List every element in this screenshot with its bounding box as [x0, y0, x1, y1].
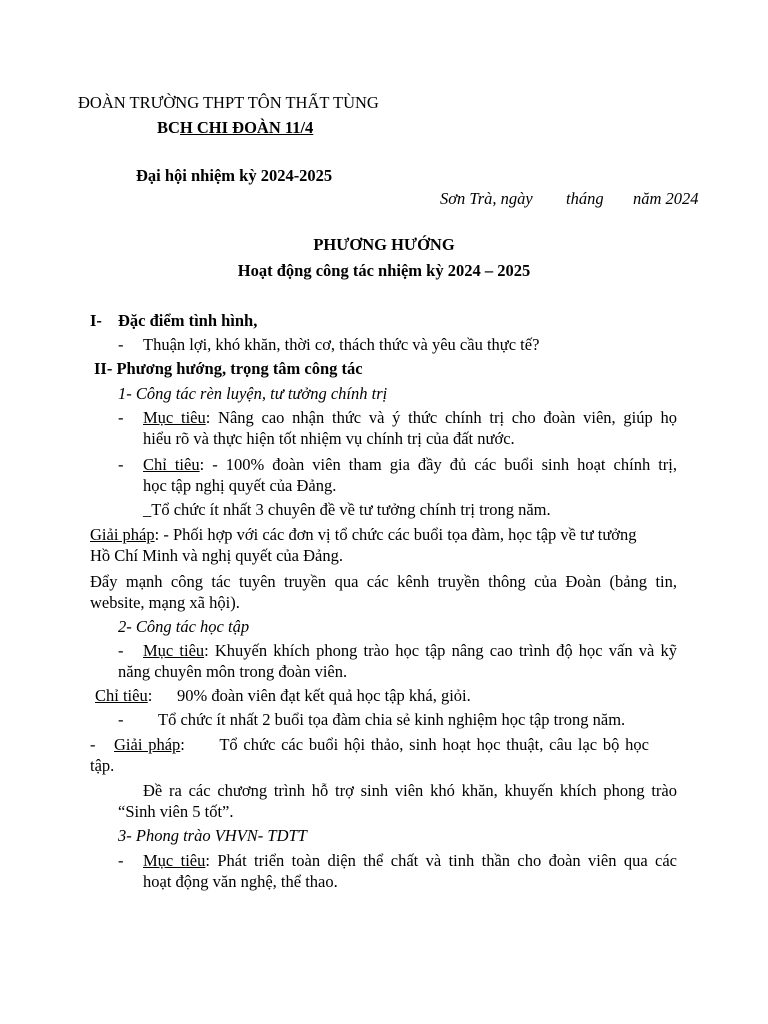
- s3-goal-line-1: [143, 851, 677, 871]
- s1-goal-line-1: [143, 408, 677, 428]
- s1-goal-label: Mục tiêu: [143, 408, 206, 427]
- subsection-3-title: 3- Phong trào VHVN- TDTT: [118, 826, 307, 845]
- s2-solution-text-1: : Tổ chức các buổi hội thảo, sinh hoạt học thuật, câu lạc bộ học: [180, 735, 649, 754]
- bullet-dash: -: [118, 641, 124, 660]
- s1-indicator-line-3: _Tổ chức ít nhất 3 chuyên đề về tư tưởng chính trị trong năm.: [143, 500, 551, 519]
- doc-title: PHƯƠNG HƯỚNG: [313, 235, 455, 254]
- s2-indicator-line-1: [95, 686, 471, 706]
- bullet-dash: -: [118, 455, 124, 474]
- s3-goal-label: Mục tiêu: [143, 851, 206, 870]
- bullet-dash: -: [118, 408, 124, 427]
- school-name: ĐOÀN TRƯỜNG THPT TÔN THẤT TÙNG: [78, 93, 379, 112]
- s2-solution-label: Giải pháp: [114, 735, 181, 754]
- s2-solution-line-3: Đề ra các chương trình hỗ trợ sinh viên khó khăn, khuyến khích phong trào: [143, 781, 677, 800]
- s2-solution-line-1: [114, 735, 649, 755]
- section-1-bullet: Thuận lợi, khó khăn, thời cơ, thách thức và yêu cầu thực tế?: [143, 335, 540, 354]
- s2-indicator-label: Chỉ tiêu: [95, 686, 148, 705]
- branch-name-rest: H CHI ĐOÀN 11/4: [179, 118, 314, 137]
- s2-goal-line-1: [143, 641, 677, 661]
- s2-solution-line-2: tập.: [90, 756, 115, 775]
- s1-goal-text-1: : Nâng cao nhận thức và ý thức chính trị cho đoàn viên, giúp họ: [205, 408, 677, 427]
- s1-indicator-line-2: học tập nghị quyết của Đảng.: [143, 476, 337, 495]
- s1-indicator-label: Chỉ tiêu: [143, 455, 200, 474]
- branch-name-prefix: BC: [157, 118, 180, 137]
- date-year: năm 2024: [633, 189, 699, 208]
- s2-goal-line-2: năng chuyên môn trong đoàn viên.: [118, 662, 348, 681]
- s1-solution-line-1: [90, 525, 637, 545]
- section-1-heading: Đặc điểm tình hình,: [118, 311, 258, 330]
- s2-goal-text-1: : Khuyến khích phong trào học tập nâng cao trình độ học vấn và kỹ: [204, 641, 677, 660]
- section-2-heading: II- Phương hướng, trọng tâm công tác: [94, 359, 363, 378]
- date-place: Sơn Trà, ngày: [440, 189, 533, 208]
- s2-solution-line-4: “Sinh viên 5 tốt”.: [118, 802, 234, 821]
- s2-goal-label: Mục tiêu: [143, 641, 205, 660]
- doc-subtitle: Hoạt động công tác nhiệm kỳ 2024 – 2025: [237, 261, 531, 280]
- s2-indicator-text-1: : 90% đoàn viên đạt kết quả học tập khá, giỏi.: [147, 686, 471, 705]
- bullet-dash: -: [118, 851, 124, 870]
- s3-goal-text-1: : Phát triển toàn diện thể chất và tinh thần cho đoàn viên qua các: [205, 851, 677, 870]
- bullet-dash: -: [118, 335, 124, 354]
- s1-indicator-text-1: : - 100% đoàn viên tham gia đầy đủ các buổi sinh hoạt chính trị,: [199, 455, 677, 474]
- s1-solution-line-4: website, mạng xã hội).: [90, 593, 240, 612]
- section-1-number: I-: [90, 311, 102, 330]
- subsection-1-title: 1- Công tác rèn luyện, tư tưởng chính trị: [118, 384, 388, 403]
- congress-term: Đại hội nhiệm kỳ 2024-2025: [136, 166, 333, 185]
- branch-name: [157, 118, 313, 138]
- s1-goal-line-2: hiểu rõ và thực hiện tốt nhiệm vụ chính trị của đất nước.: [143, 429, 515, 448]
- s1-indicator-line-1: [143, 455, 677, 475]
- s3-goal-line-2: hoạt động văn nghệ, thể thao.: [143, 872, 338, 891]
- bullet-dash: -: [90, 735, 96, 754]
- s1-solution-label: Giải pháp: [90, 525, 155, 544]
- bullet-dash: -: [118, 710, 124, 729]
- subsection-2-title: 2- Công tác học tập: [118, 617, 250, 636]
- date-month: tháng: [566, 189, 604, 208]
- s1-solution-line-3: Đẩy mạnh công tác tuyên truyền qua các kênh truyền thông của Đoàn (bảng tin,: [90, 572, 677, 591]
- s1-solution-line-2: Hồ Chí Minh và nghị quyết của Đảng.: [90, 546, 343, 565]
- s2-indicator-line-2: Tổ chức ít nhất 2 buổi tọa đàm chia sẻ kinh nghiệm học tập trong năm.: [158, 710, 626, 729]
- s1-solution-text-1: : - Phối hợp với các đơn vị tổ chức các buổi tọa đàm, học tập về tư tưởng: [154, 525, 637, 544]
